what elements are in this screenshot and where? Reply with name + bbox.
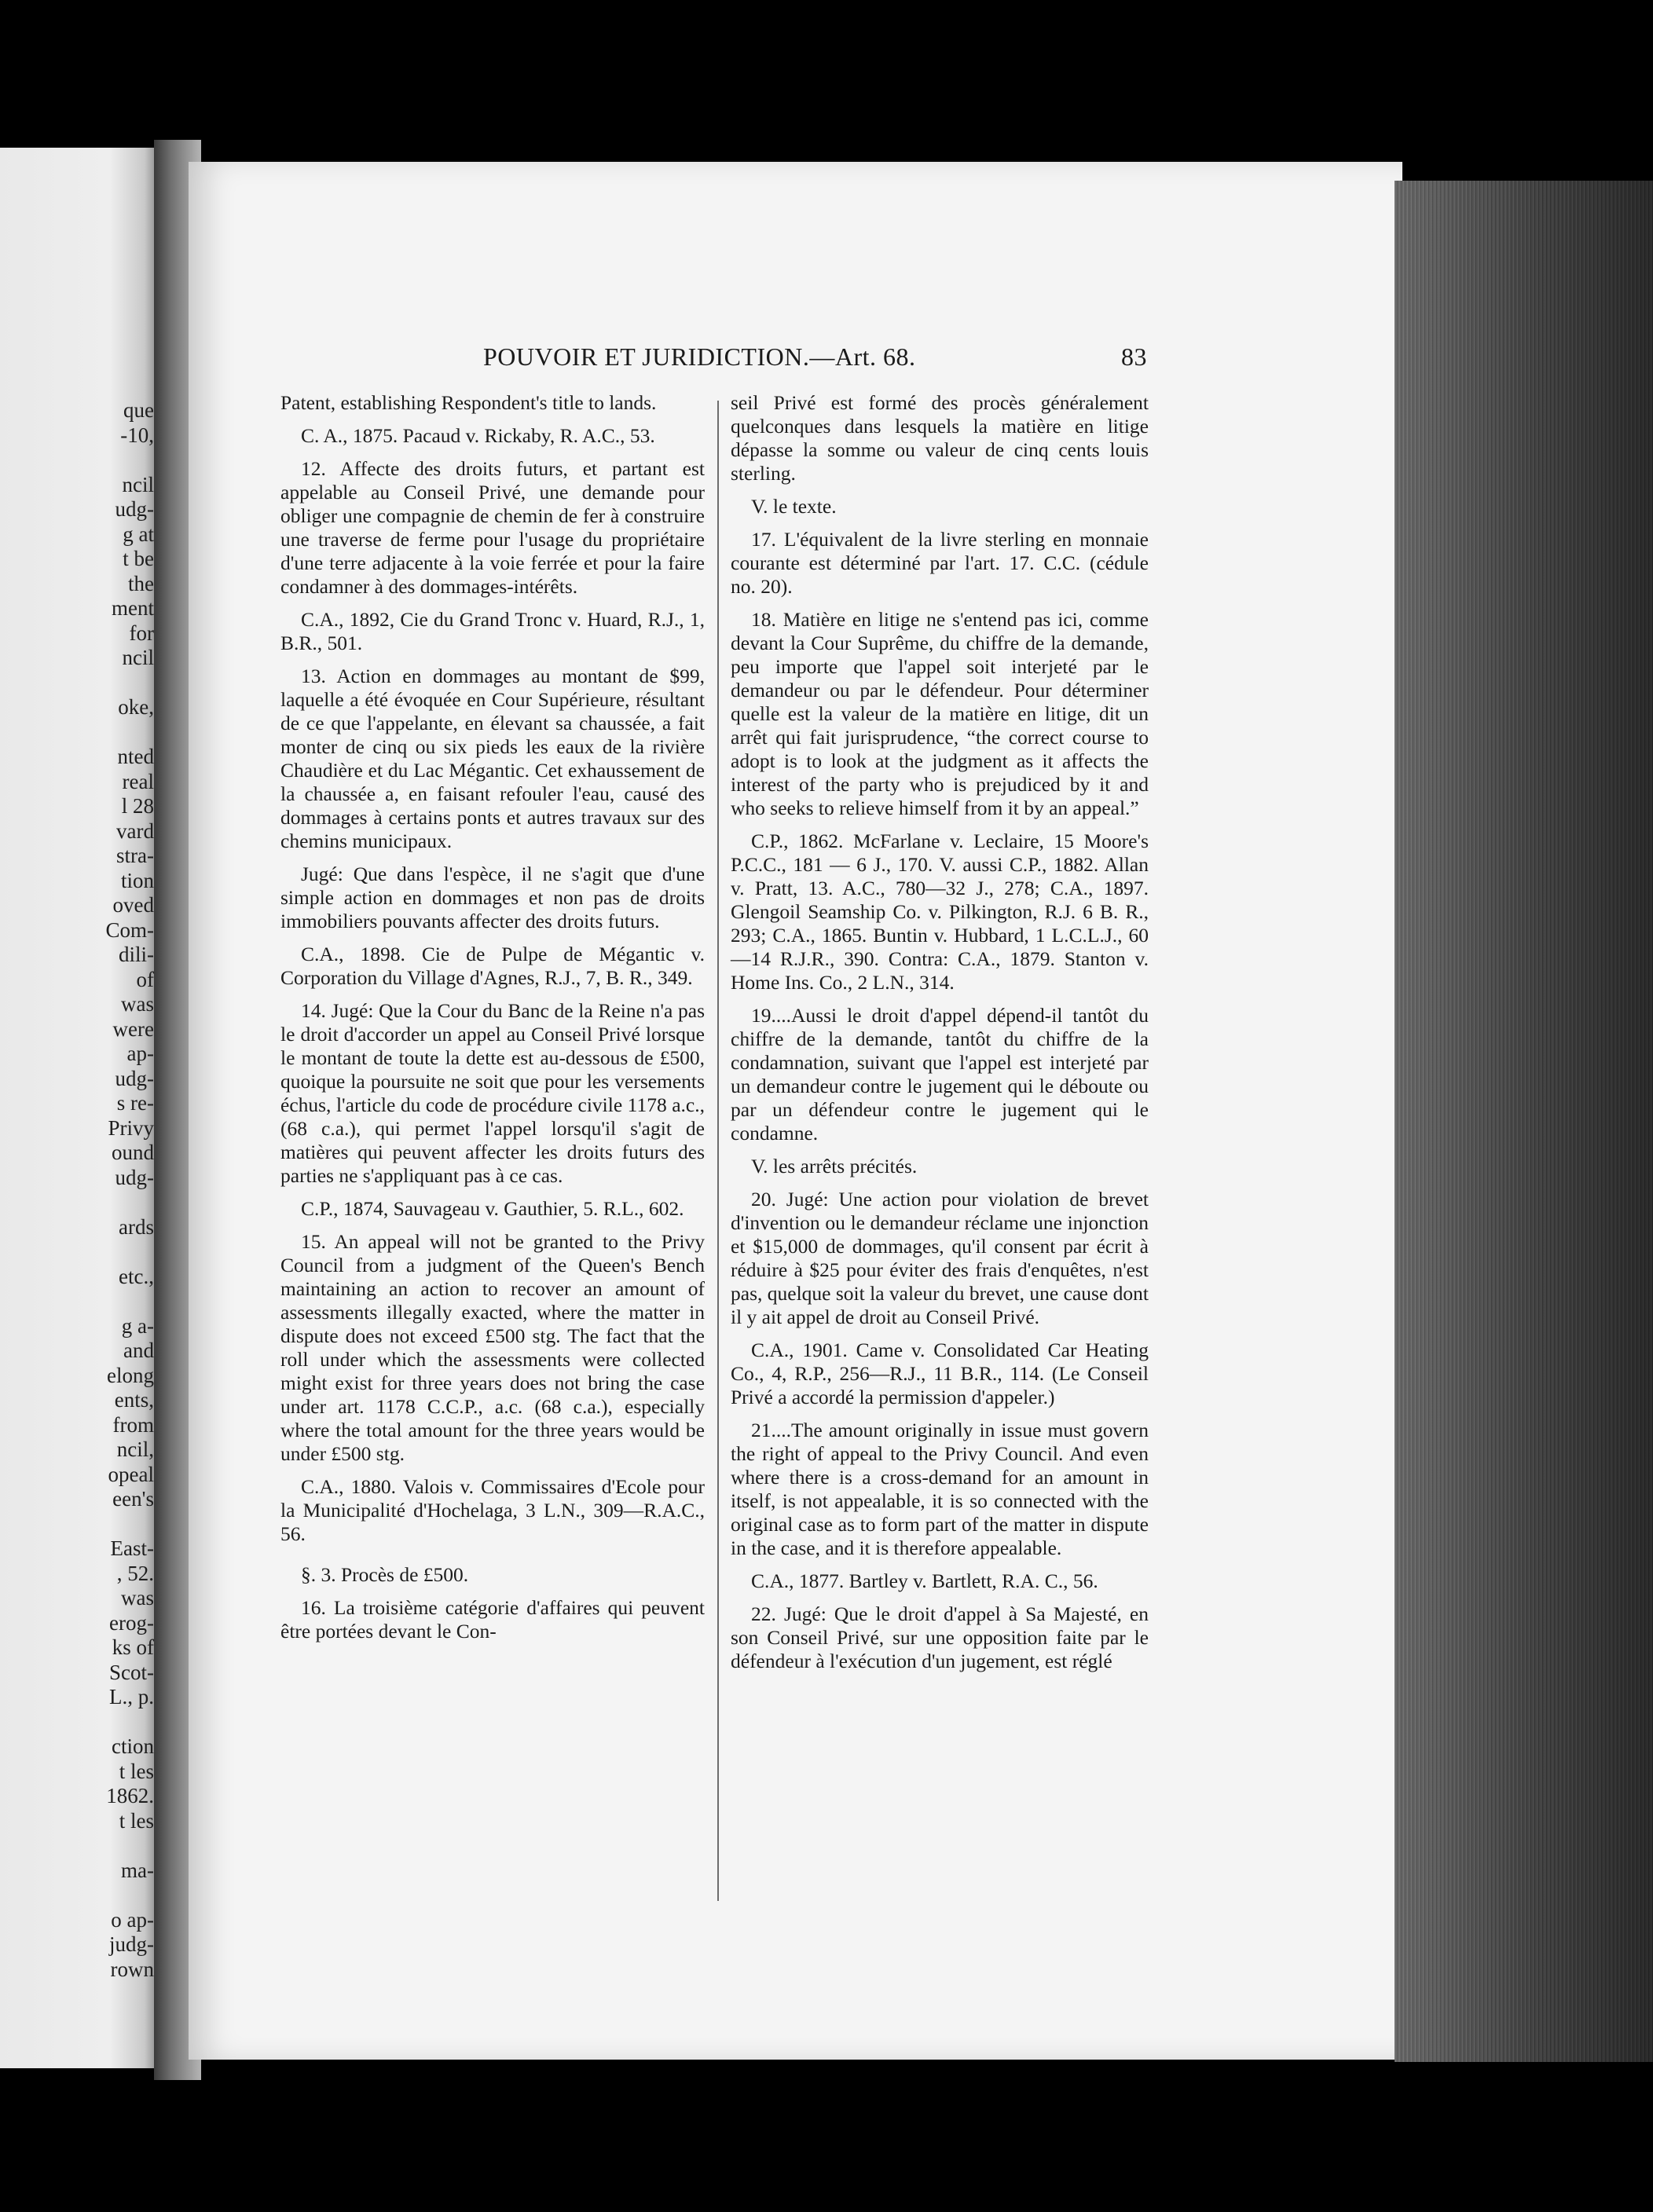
citation: C.P., 1874, Sauvageau v. Gauthier, 5. R.L., 602.: [301, 1197, 684, 1220]
left-page-fragment: udg-: [115, 497, 154, 521]
left-page-fragment: Scot-: [109, 1660, 154, 1684]
left-page-fragment: g a-: [121, 1313, 154, 1338]
left-page-fragment: real: [122, 769, 154, 793]
left-page-fragment: ncil: [122, 646, 154, 669]
left-page-fragment: oke,: [118, 695, 154, 719]
left-page-fragment: ncil: [122, 472, 154, 496]
left-page-fragment: ks of: [112, 1635, 154, 1659]
left-page-fragment: elong: [107, 1363, 154, 1387]
left-page-fragment: East-: [110, 1536, 154, 1560]
paragraph: 13. Action en dommages au montant de $99, laquelle a été évoquée en Cour Supérieure, résultant de ce que l'appelante, en élevant sa chaussée, a fait monter de cinq ou six pieds les eaux de la rivière Chaudière et du Lac Mégantic. Cet exhaussement de la chaussée a, en faisant refouler l'eau, causé des dommages à certains ponts et autres travaux sur des chemins municipaux.: [280, 665, 705, 852]
left-page-fragment: was: [121, 992, 154, 1016]
section-heading: §. 3. Procès de £500.: [301, 1563, 469, 1586]
left-page-fragment: -10,: [120, 423, 154, 447]
left-page-fragment: of: [136, 967, 154, 991]
left-page-fragment: nted: [117, 745, 154, 768]
left-page-fragment: erog-: [109, 1610, 154, 1635]
left-page: [0, 148, 157, 2068]
left-page-fragment: was: [121, 1586, 154, 1610]
left-page-fragment: ction: [112, 1734, 154, 1758]
page-number: 83: [1121, 342, 1147, 371]
left-page-fragment: for: [129, 621, 154, 645]
left-page-fragment: from: [112, 1412, 154, 1437]
left-page-fragment: ap-: [126, 1042, 154, 1065]
left-page-fragment: were: [112, 1016, 154, 1041]
paragraph: 20. Jugé: Une action pour violation de brevet d'invention ou le demandeur réclame une injonction et $15,000 de dommages, qu'il consent par écrit à réduire à $25 pour éviter des frais d'enquêtes, n'est pas, quelque soit la valeur du brevet, une cause dont il y ait appel de droit au Conseil Privé.: [731, 1188, 1149, 1328]
paragraph: Patent, establishing Respondent's title to lands.: [280, 391, 657, 414]
left-page-fragment: Com-: [105, 917, 154, 942]
left-page-fragment: , 52.: [116, 1561, 154, 1585]
paragraph: 21....The amount originally in issue must govern the right of appeal to the Privy Council. And even where there is a cross-demand for an amount in itself, is not appealable, it is so connected with the original case as to form part of the matter in dispute in the case, and it is therefore appealable.: [731, 1419, 1149, 1559]
left-page-fragment: udg-: [115, 1165, 154, 1189]
left-page-fragment: tion: [120, 868, 154, 892]
left-page-fragment: que: [123, 398, 154, 422]
left-page-fragment: stra-: [116, 844, 154, 867]
left-page-fragment: ound: [112, 1141, 154, 1164]
left-page-fragment: judg-: [109, 1932, 154, 1956]
left-page-fragment: the: [128, 571, 154, 595]
left-page-fragment: ma-: [121, 1858, 154, 1882]
left-page-fragment: rown: [110, 1957, 154, 1981]
left-page-fragment: oved: [112, 893, 154, 917]
paragraph: 14. Jugé: Que la Cour du Banc de la Reine n'a pas le droit d'accorder un appel au Conseil Privé lorsque le montant de toute la dette est au-dessous de £500, quoique la poursuite ne soit que pour les versements échus, l'article du code de procédure civile 1178 a.c., (68 c.a.), qui permet l'appel lorsqu'il s'agit de matières qui peuvent affecter les droits futurs des parties ne s'appliquant pas à ce cas.: [280, 999, 705, 1187]
paragraph: 19....Aussi le droit d'appel dépend-il tantôt du chiffre de la demande, tantôt du chiffre de la condamnation, suivant que l'appel est interjeté par un demandeur contre le jugement qui le déboute ou par un défendeur contre le jugement qui le condamne.: [731, 1004, 1149, 1144]
left-page-fragment: Privy: [108, 1115, 154, 1140]
paragraph: 18. Matière en litige ne s'entend pas ici, comme devant la Cour Suprême, du chiffre de la demande, peu importe que l'appel soit interjeté par le demandeur ou par le défendeur. Pour déterminer quelle est la valeur de la matière en litige, dit un arrêt qui fait jurisprudence, “the correct course to adopt is to look at the judgment as it affects the interest of the party who is prejudiced by it and who seeks to relieve himself from it by an appeal.”: [731, 608, 1149, 819]
left-page-fragment: opeal: [108, 1462, 154, 1486]
running-header: [483, 342, 1147, 382]
left-page-fragment: L., p.: [109, 1685, 154, 1708]
left-page-fragment: t les: [119, 1808, 154, 1833]
left-page-fragment: ards: [119, 1214, 154, 1239]
left-page-fragment: ncil,: [116, 1437, 154, 1461]
paragraph: seil Privé est formé des procès généralement quelconques dans lesquels la matière en litige dépasse la somme ou valeur de cinq cents louis sterling.: [731, 391, 1149, 485]
citation: C. A., 1875. Pacaud v. Rickaby, R. A.C., 53.: [301, 424, 655, 447]
left-page-fragment: 1862.: [106, 1784, 154, 1807]
paragraph: 12. Affecte des droits futurs, et partant est appelable au Conseil Privé, une demande pour obliger une compagnie de chemin de fer à construire une traverse de ferme pour l'usage du propriétaire d'une terre adjacente à la voie ferrée et pour la faire condamner à des dommages-intérêts.: [280, 457, 705, 598]
left-page-fragment: t be: [123, 547, 154, 570]
left-page-fragment: g at: [123, 522, 154, 546]
left-page-fragment: etc.,: [119, 1264, 154, 1288]
column-divider: [717, 401, 719, 1901]
citation: C.P., 1862. McFarlane v. Leclaire, 15 Moore's P.C.C., 181 — 6 J., 170. V. aussi C.P., 1882. Allan v. Pratt, 13. A.C., 780—32 J., 278; C.A., 1897. Glengoil Seamship Co. v. Pilkington, R.J. 6 B. R., 293; C.A., 1865. Buntin v. Hubbard, 1 L.C.L.J., 60—14 R.J.R., 390. Contra: C.A., 1879. Stanton v. Home Ins. Co., 2 L.N., 314.: [731, 830, 1149, 994]
left-page-fragment: vard: [116, 819, 154, 843]
right-column: [731, 391, 1149, 1683]
left-page-fragment: l 28: [121, 794, 154, 818]
paragraph: V. le texte.: [751, 495, 837, 518]
paragraph: V. les arrêts précités.: [751, 1155, 918, 1177]
page-edges: [1395, 181, 1653, 2062]
left-page-fragment: udg-: [115, 1066, 154, 1090]
left-page-fragment: s re-: [116, 1091, 154, 1115]
left-page-fragment: t les: [119, 1759, 154, 1783]
citation: C.A., 1901. Came v. Consolidated Car Heating Co., 4, R.P., 256—R.J., 11 B.R., 114. (Le Conseil Privé a accordé la permission d'appeler.): [731, 1339, 1149, 1408]
left-page-fragment: dili-: [119, 943, 154, 966]
paragraph: 16. La troisième catégorie d'affaires qui peuvent être portées devant le Con-: [280, 1596, 705, 1643]
citation: C.A., 1880. Valois v. Commissaires d'Ecole pour la Municipalité d'Hochelaga, 3 L.N., 309—R.A.C., 56.: [280, 1475, 705, 1545]
left-page-fragment: ment: [112, 596, 154, 620]
paragraph: Jugé: Que dans l'espèce, il ne s'agit que d'une simple action en dommages et non pas de droits immobiliers pouvants affecter des droits futurs.: [280, 862, 705, 932]
citation: C.A., 1898. Cie de Pulpe de Mégantic v. Corporation du Village d'Agnes, R.J., 7, B. R., 349.: [280, 943, 705, 989]
paragraph: 22. Jugé: Que le droit d'appel à Sa Majesté, en son Conseil Privé, sur une opposition faite par le défendeur à l'exécution d'un jugement, est réglé: [731, 1602, 1149, 1672]
paragraph: 15. An appeal will not be granted to the Privy Council from a judgment of the Queen's Bench maintaining an action to recover an amount of assessments illegally exacted, where the matter in dispute does not exceed £500 stg. The fact that the roll under which the assessments were collected might exist for three years does not bring the case under art. 1178 C.C.P., a.c. (68 c.a.), especially where the total amount for the three years would be under £500 stg.: [280, 1230, 705, 1465]
left-column: [280, 391, 705, 1653]
citation: C.A., 1877. Bartley v. Bartlett, R.A. C., 56.: [751, 1569, 1098, 1592]
citation: C.A., 1892, Cie du Grand Tronc v. Huard, R.J., 1, B.R., 501.: [280, 608, 705, 654]
left-page-fragment: ents,: [114, 1388, 154, 1412]
paragraph: 17. L'équivalent de la livre sterling en monnaie courante est déterminé par l'art. 17. C.C. (cédule no. 20).: [731, 528, 1149, 598]
left-page-fragment: een's: [112, 1487, 154, 1511]
header-title: POUVOIR ET JURIDICTION.—Art. 68.: [483, 342, 916, 371]
left-page-fragment: o ap-: [111, 1907, 154, 1932]
left-page-fragment: and: [123, 1339, 154, 1362]
